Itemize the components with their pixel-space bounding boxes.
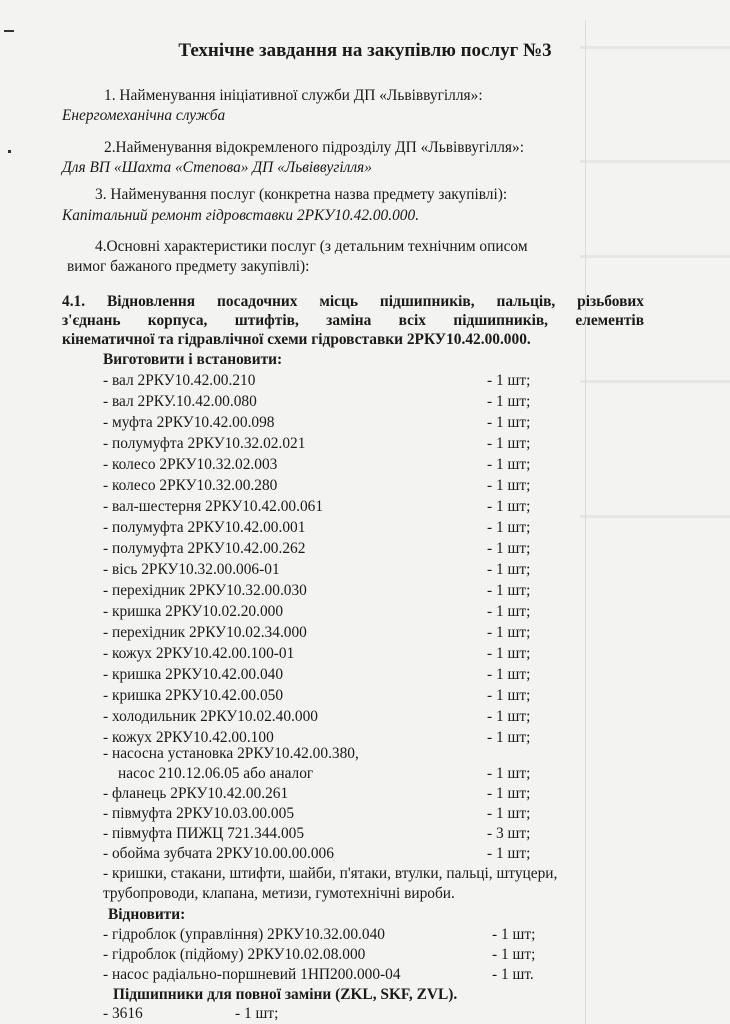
list-item-qty: - 1 шт; [487,645,531,662]
list-item-qty: - 1 шт; [487,435,531,452]
list-item: - вал 2РКУ10.42.00.210 [103,372,256,389]
list-item-qty: - 1 шт; [487,519,531,536]
list-item: - вісь 2РКУ10.32.00.006-01 [103,561,280,578]
list-item-qty: - 1 шт. [492,966,534,983]
section-3-value: Капітальний ремонт гідровставки 2РКУ10.42.00.000. [62,207,420,224]
section-1-heading: 1. Найменування ініціативної служби ДП «Львіввугілля»: [104,87,483,104]
list-item: - кожух 2РКУ10.42.00.100 [103,729,274,746]
list-item: - муфта 2РКУ10.42.00.098 [103,414,275,431]
list-item: - гідроблок (підйому) 2РКУ10.02.08.000 [103,946,366,963]
bearing-item-qty: - 1 шт; [235,1005,279,1022]
list-item: - обойма зубчата 2РКУ10.00.00.006 [103,845,334,862]
paragraph-line: кінематичної та гідравлічної схеми гідровставки 2РКУ10.42.00.000. [62,331,531,348]
list-item-qty: - 1 шт; [487,414,531,431]
paragraph-line: 4.1. Відновлення посадочних місць підшипників, пальців, різьбових [62,293,644,310]
list-item-qty: - 1 шт; [487,456,531,473]
section-2-heading: 2.Найменування відокремленого підрозділу ДП «Львіввугілля»: [104,139,524,156]
list-item: - вал 2РКУ.10.42.00.080 [103,393,257,410]
list-item: - холодильник 2РКУ10.02.40.000 [103,708,318,725]
make-heading: Виготовити і встановити: [103,351,283,368]
list-item-qty: - 1 шт; [487,845,531,862]
list-item: - полумуфта 2РКУ10.42.00.262 [103,540,306,557]
list-item-qty: - 1 шт; [487,498,531,515]
list-item: - вал-шестерня 2РКУ10.42.00.061 [103,498,324,515]
list-item: - півмуфта 2РКУ10.03.00.005 [103,805,295,822]
list-item-qty: - 1 шт; [487,666,531,683]
list-item: - півмуфта ПИЖЦ 721.344.005 [103,825,305,842]
section-1-value: Енергомеханічна служба [62,107,226,124]
list-item-qty: - 1 шт; [487,561,531,578]
list-item: - кожух 2РКУ10.42.00.100-01 [103,645,295,662]
list-item-qty: - 1 шт; [487,708,531,725]
bearing-item: - 3616 [103,1005,143,1022]
list-item-qty: - 1 шт; [487,729,531,746]
list-item-qty: - 1 шт; [487,540,531,557]
list-item-qty: - 1 шт; [487,372,531,389]
list-item-qty: - 1 шт; [487,393,531,410]
list-item: - кришка 2РКУ10.02.20.000 [103,603,284,620]
list-item: - кришка 2РКУ10.42.00.050 [103,687,284,704]
list-item: - гідроблок (управління) 2РКУ10.32.00.040 [103,926,385,943]
section-4-heading-cont: вимог бажаного предмету закупівлі): [67,258,310,275]
list-item: - полумуфта 2РКУ10.42.00.001 [103,519,306,536]
section-4-heading: 4.Основні характеристики послуг (з детальним технічним описом [95,238,528,255]
paragraph-line: з'єднань корпуса, штифтів, заміна всіх підшипників, елементів [62,312,644,329]
list-item-cont: трубопроводи, клапана, метизи, гумотехнічні вироби. [103,885,455,902]
list-item-qty: - 1 шт; [487,687,531,704]
list-item: - насос радіально-поршневий 1НП200.000-04 [103,966,401,983]
restore-heading: Відновити: [108,906,186,923]
list-item: - колесо 2РКУ10.32.00.280 [103,477,278,494]
list-item: - колесо 2РКУ10.32.02.003 [103,456,278,473]
list-item: - фланець 2РКУ10.42.00.261 [103,785,289,802]
list-item-qty: - 1 шт; [487,477,531,494]
list-item-qty: - 1 шт; [492,946,536,963]
bearings-heading: Підшипники для повної заміни (ZKL, SKF, ZVL). [113,986,458,1003]
list-item-qty: - 1 шт; [487,785,531,802]
list-item: - полумуфта 2РКУ10.32.02.021 [103,435,306,452]
section-3-heading: 3. Найменування послуг (конкретна назва предмету закупівлі): [95,186,508,203]
list-item-qty: - 1 шт; [487,624,531,641]
list-item-qty: - 1 шт; [487,805,531,822]
list-item-qty: - 1 шт; [487,603,531,620]
list-item: - кришка 2РКУ10.42.00.040 [103,666,284,683]
list-item: - насосна установка 2РКУ10.42.00.380, [103,745,359,762]
list-item: - перехідник 2РКУ10.02.34.000 [103,624,307,641]
list-item-qty: - 3 шт; [487,825,531,842]
section-2-value: Для ВП «Шахта «Степова» ДП «Львіввугілля» [62,159,372,176]
list-item-cont: насос 210.12.06.05 або аналог [118,765,314,782]
list-item: - перехідник 2РКУ10.32.00.030 [103,582,307,599]
list-item-qty: - 1 шт; [492,926,536,943]
list-item-qty: - 1 шт; [487,582,531,599]
list-item-qty: - 1 шт; [487,765,531,782]
list-item: - кришки, стакани, штифти, шайби, п'ятаки, втулки, пальці, штуцери, [103,865,558,882]
document-title: Технічне завдання на закупівлю послуг №3 [178,40,552,61]
